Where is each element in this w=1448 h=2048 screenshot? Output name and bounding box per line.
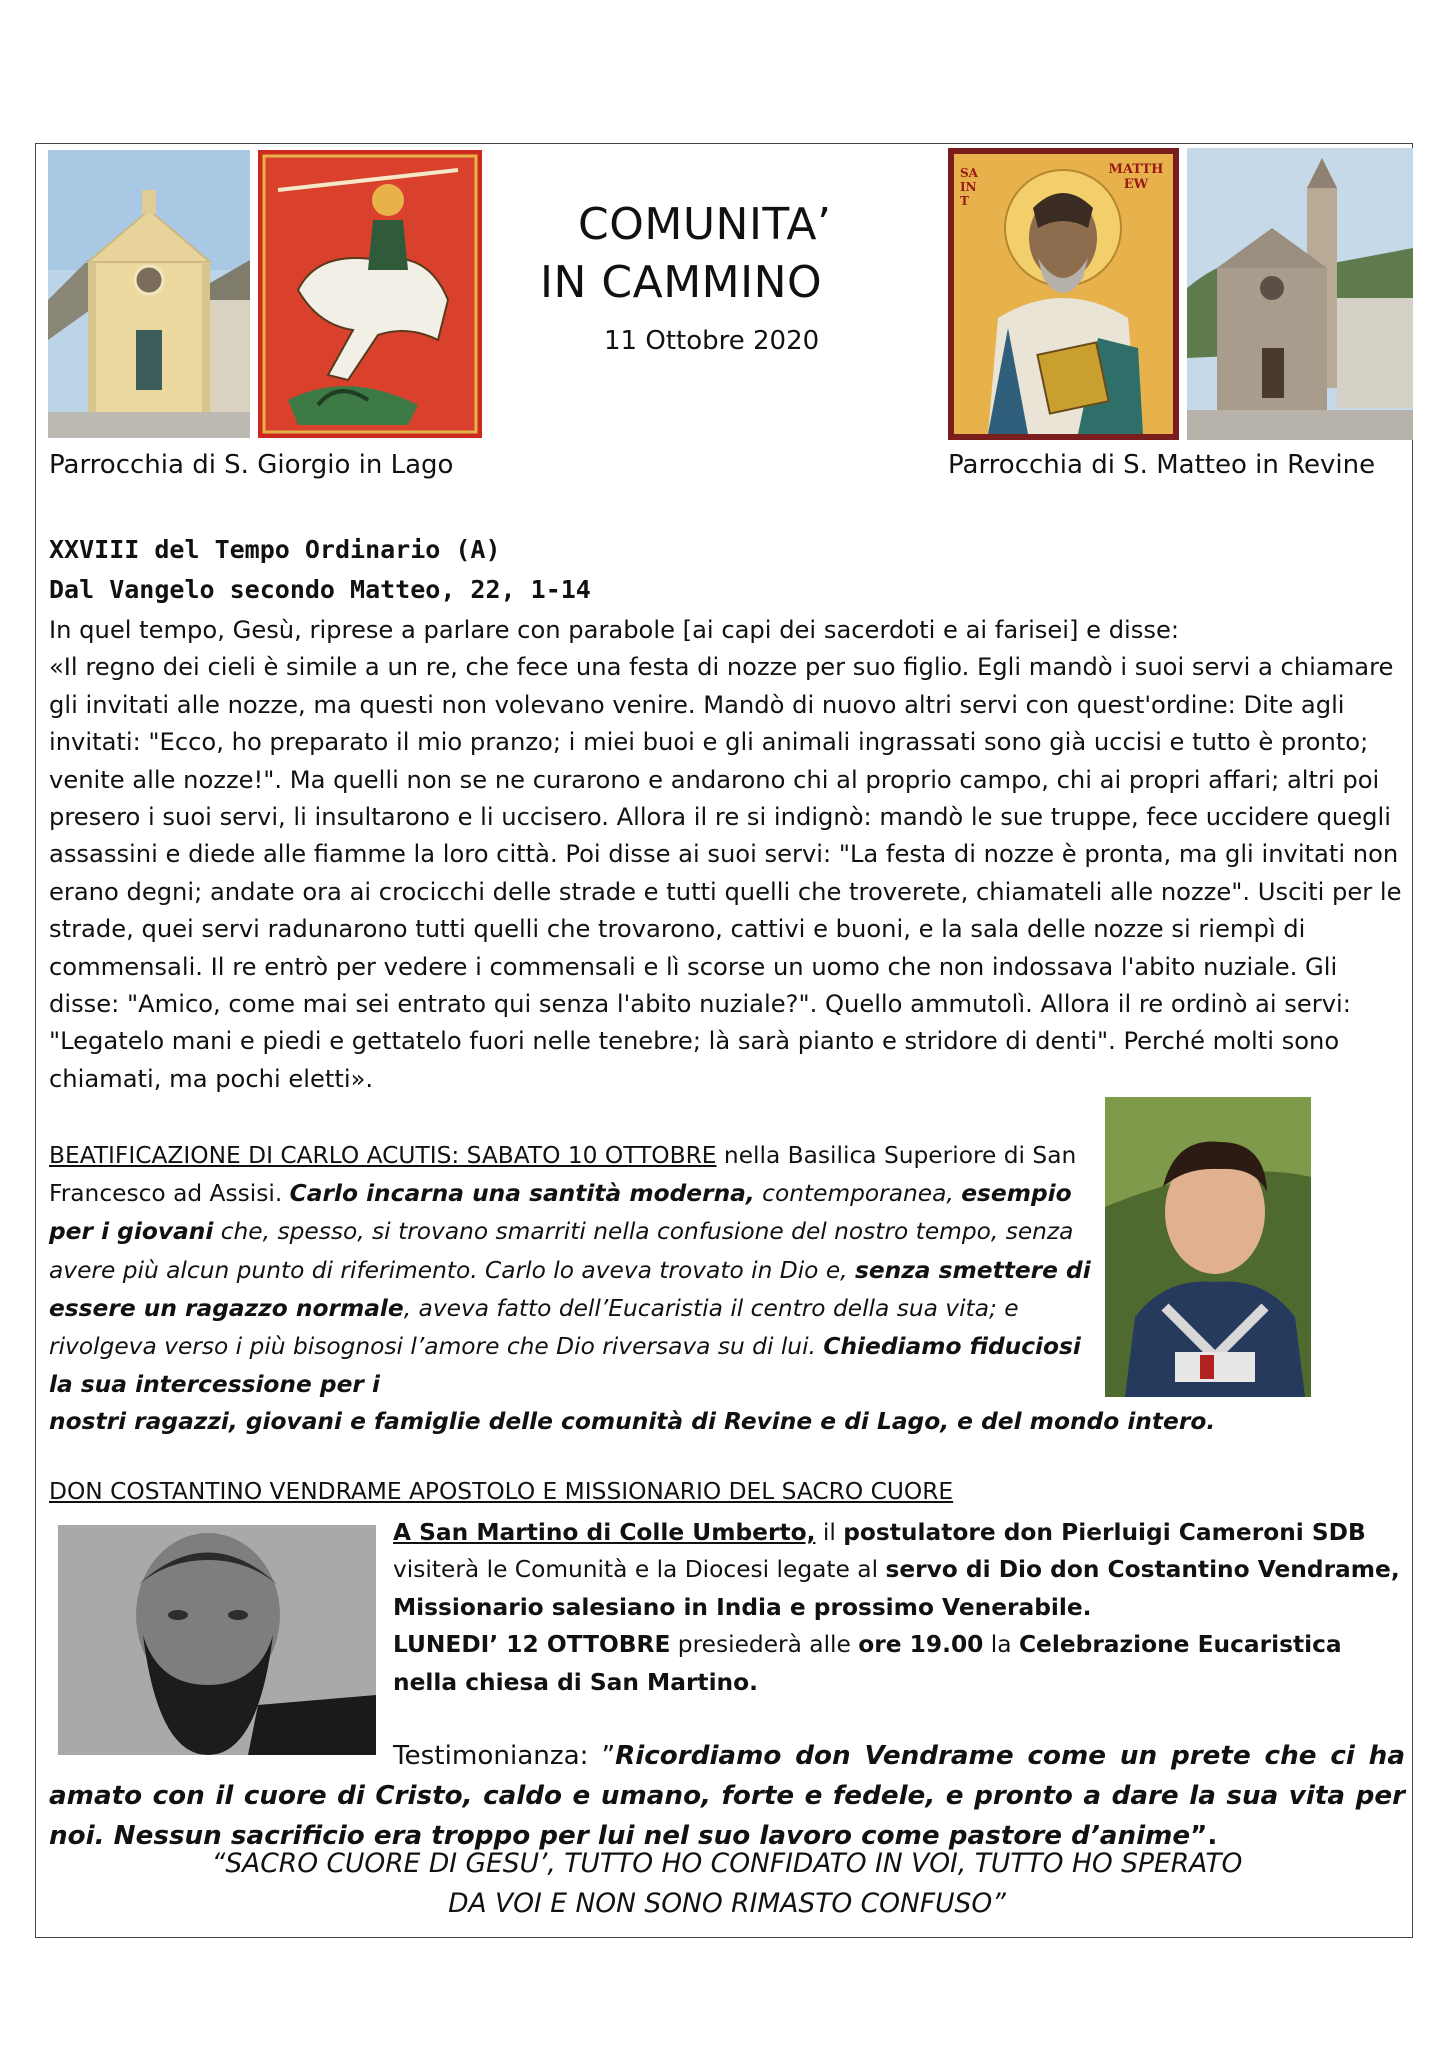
vendrame-text-3: postulatore don Pierluigi Cameroni SDB bbox=[843, 1519, 1366, 1546]
beatification-text-6: senza smettere di essere un ragazzo normale bbox=[49, 1256, 1091, 1322]
gospel-heading bbox=[49, 530, 1399, 610]
gospel-reference: Dal Vangelo secondo Matteo, 22, 1-14 bbox=[49, 575, 591, 604]
gospel-text bbox=[49, 612, 1405, 1098]
vendrame-text-5: servo di Dio don Costantino Vendrame, Missionario salesiano in India e prossimo Venerabile. bbox=[393, 1556, 1400, 1621]
icon-inscription-right: MATTHEW bbox=[1108, 162, 1164, 192]
gospel-intro: In quel tempo, Gesù, riprese a parlare con parabole [ai capi dei sacerdoti e ai farisei] e disse: bbox=[49, 616, 1180, 644]
sacred-heart-prayer bbox=[49, 1844, 1405, 1924]
vendrame-text-4: visiterà le Comunità e la Diocesi legate al bbox=[393, 1556, 886, 1584]
don-vendrame-photo bbox=[58, 1525, 376, 1755]
beatification-text-8: Chiediamo fiduciosi la sua intercessione per i bbox=[49, 1333, 1081, 1399]
beatification-paragraph bbox=[49, 1137, 1109, 1404]
gospel-body: «Il regno dei cieli è simile a un re, che fece una festa di nozze per suo figlio. Egli mandò i suoi servi a chiamare gli invitati alle nozze, ma questi non volevano venire. Mandò di nuovo altri servi con quest'ordine: Dite agli invitati: "Ecco, ho preparato il mio pranzo; i miei buoi e gli animali ingrassati sono già uccisi e tutto è pronto; venite alle nozze!". Ma quelli non se ne curarono e andarono chi al proprio campo, chi ai propri affari; altri poi presero i suoi servi, li insultarono e li uccisero. Allora il re si indignò: mandò le sue truppe, fece uccidere quegli assassini e diede alle fiamme la loro città. Poi disse ai suoi servi: "La festa di nozze è pronta, ma gli invitati non erano degni; andate ora ai crocicchi delle strade e tutti quelli che troverete, chiamateli alle nozze". Usciti per le strade, quei servi radunarono tutti quelli che trovarono, cattivi e buoni, e la sala delle nozze si riempì di commensali. Il re entrò per vedere i commensali e lì scorse un uomo che non indossava l'abito nuziale. Gli disse: "Amico, come mai sei entrato qui senza l'abito nuziale?". Quello ammutolì. Allora il re ordinò ai servi: "Legatelo mani e piedi e gettatelo fuori nelle tenebre; là sarà pianto e stridore di denti". Perché molti sono chiamati, ma pochi eletti». bbox=[49, 653, 1402, 1093]
beatification-text-1: nella Basilica Superiore di San Francesco ad Assisi. bbox=[49, 1142, 1077, 1208]
beatification-text-7: , aveva fatto dell’Eucaristia il centro della sua vita; e rivolgeva verso i più bisognosi l’amore che Dio riversava su di lui. bbox=[49, 1294, 1019, 1361]
vendrame-text-7: presiederà alle bbox=[670, 1631, 859, 1659]
testimony-end: ”. bbox=[1190, 1821, 1218, 1851]
church-san-giorgio-photo bbox=[48, 150, 250, 438]
saint-matthew-icon-image bbox=[948, 148, 1179, 440]
beatification-text-4: esempio per i giovani bbox=[49, 1180, 1072, 1246]
title-line-2: IN CAMMINO bbox=[540, 257, 823, 308]
icon-inscription-left: SAINT bbox=[960, 166, 978, 208]
vendrame-paragraph bbox=[393, 1514, 1403, 1701]
bulletin-title bbox=[540, 196, 920, 312]
beatification-text-5: che, spesso, si trovano smarriti nella confusione del nostro tempo, senza avere più alcun punto di riferimento. Carlo lo aveva trovato in Dio e, bbox=[49, 1218, 1074, 1284]
testimony-label: Testimonianza: ” bbox=[393, 1741, 616, 1771]
vendrame-text-2: il bbox=[815, 1519, 844, 1546]
carlo-acutis-photo bbox=[1105, 1097, 1311, 1397]
vendrame-text-1: A San Martino di Colle Umberto, bbox=[393, 1519, 816, 1546]
testimony-paragraph bbox=[49, 1736, 1405, 1856]
vendrame-text-6: LUNEDI’ 12 OTTOBRE bbox=[393, 1631, 671, 1659]
vendrame-text-10: Celebrazione Eucaristica nella chiesa di San Martino. bbox=[393, 1631, 1342, 1696]
bulletin-date: 11 Ottobre 2020 bbox=[604, 326, 820, 356]
vendrame-heading: DON COSTANTINO VENDRAME APOSTOLO E MISSIONARIO DEL SACRO CUORE bbox=[49, 1478, 954, 1505]
parish-left-label: Parrocchia di S. Giorgio in Lago bbox=[49, 450, 454, 480]
testimony-text: Ricordiamo don Vendrame come un prete che ci ha amato con il cuore di Cristo, caldo e umano, forte e fedele, e pronto a dare la sua vita per noi. Nessun sacrificio era troppo per lui nel suo lavoro come pastore d’anime bbox=[49, 1741, 1405, 1851]
sunday-title: XXVIII del Tempo Ordinario (A) bbox=[49, 535, 501, 564]
church-san-matteo-photo bbox=[1187, 148, 1413, 440]
prayer-line-1: “SACRO CUORE DI GESU’, TUTTO HO CONFIDATO IN VOI, TUTTO HO SPERATO bbox=[211, 1848, 1243, 1879]
beatification-text-3: contemporanea, bbox=[754, 1180, 962, 1208]
saint-george-icon-image bbox=[258, 150, 482, 438]
beatification-text-2: Carlo incarna una santità moderna, bbox=[289, 1180, 755, 1208]
vendrame-text-9: la bbox=[983, 1631, 1019, 1659]
parish-right-label: Parrocchia di S. Matteo in Revine bbox=[948, 450, 1376, 480]
beatification-heading: BEATIFICAZIONE DI CARLO ACUTIS: SABATO 10 OTTOBRE bbox=[49, 1142, 717, 1169]
title-line-1: COMUNITA’ bbox=[578, 199, 832, 250]
beatification-closing: nostri ragazzi, giovani e famiglie delle comunità di Revine e di Lago, e del mondo intero. bbox=[49, 1408, 1216, 1435]
vendrame-text-8: ore 19.00 bbox=[858, 1631, 984, 1659]
prayer-line-2: DA VOI E NON SONO RIMASTO CONFUSO” bbox=[448, 1888, 1006, 1919]
